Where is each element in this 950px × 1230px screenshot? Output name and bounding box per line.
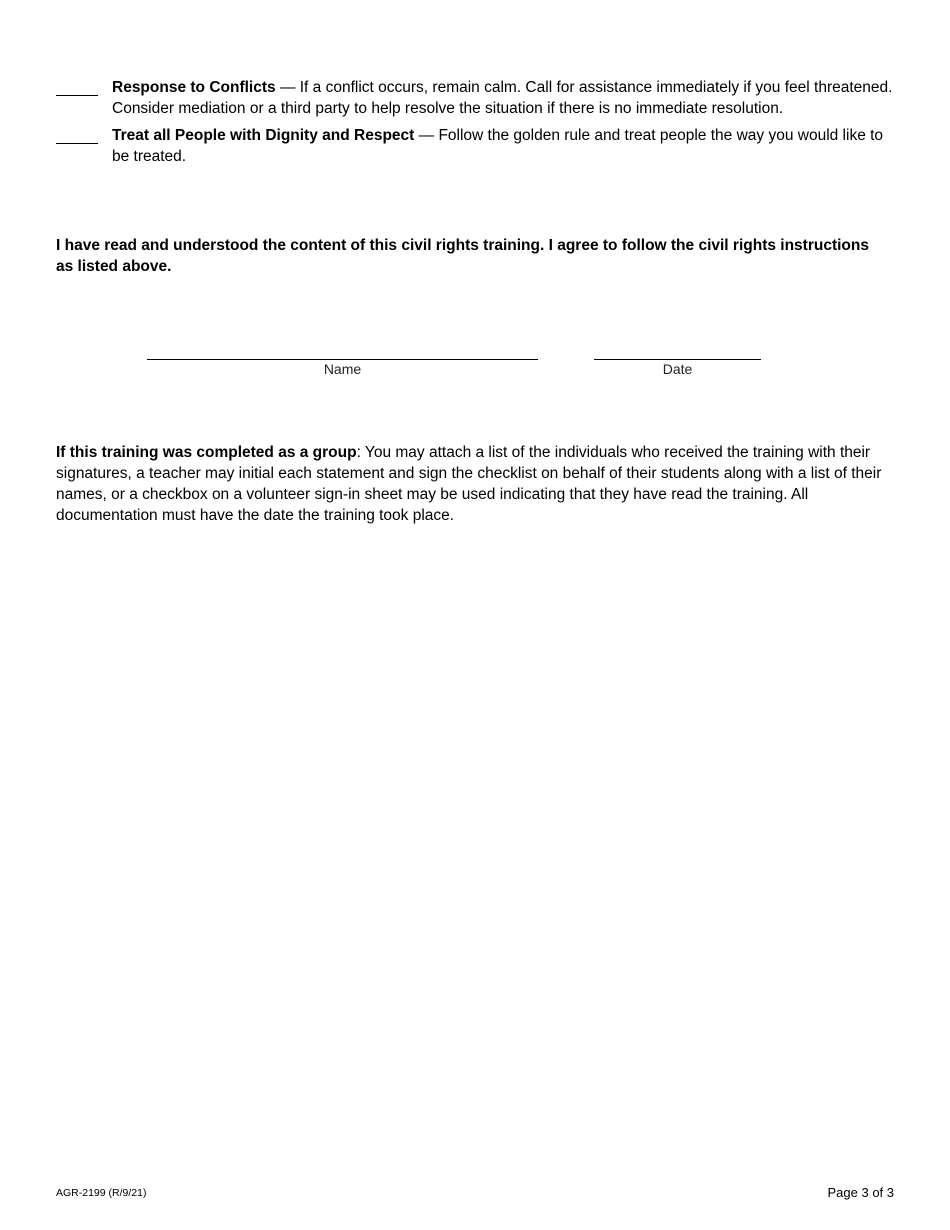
group-note-text: : You may attach a list of the individuals who received the training with their signatures, a teacher may initial each statement and sign the checklist on behalf of their students along with a list of their names, or a checkbox on a volunteer sign-in sheet may be used indicating that they have read the training. All documentation must have the date the training took place. — [56, 444, 882, 524]
initial-blank[interactable] — [56, 77, 98, 96]
checklist-item-label: Treat all People with Dignity and Respect — [112, 127, 415, 144]
name-signature-line[interactable] — [147, 359, 538, 360]
checklist-item-description: — If a conflict occurs, remain calm. Call for assistance immediately if you feel threatened. Consider mediation or a third party to help resolve the situation if there is no immediate resolution. — [112, 79, 893, 117]
group-training-note — [56, 442, 892, 526]
checklist-item-description: — Follow the golden rule and treat people the way you would like to be treated. — [112, 127, 884, 165]
date-label: Date — [662, 361, 693, 377]
checklist-item-text — [112, 77, 896, 119]
page-number: Page 3 of 3 — [827, 1185, 894, 1200]
checklist-item-text — [112, 125, 896, 167]
name-label: Name — [323, 361, 362, 377]
form-id: AGR-2199 (R/9/21) — [56, 1187, 147, 1199]
acknowledgement-statement: I have read and understood the content of this civil rights training. I agree to follow the civil rights instructions as listed above. — [56, 237, 869, 275]
checklist-item-label: Response to Conflicts — [112, 79, 276, 96]
date-signature-line[interactable] — [594, 359, 761, 360]
initial-blank[interactable] — [56, 125, 98, 144]
group-note-label: If this training was completed as a group — [56, 444, 357, 461]
